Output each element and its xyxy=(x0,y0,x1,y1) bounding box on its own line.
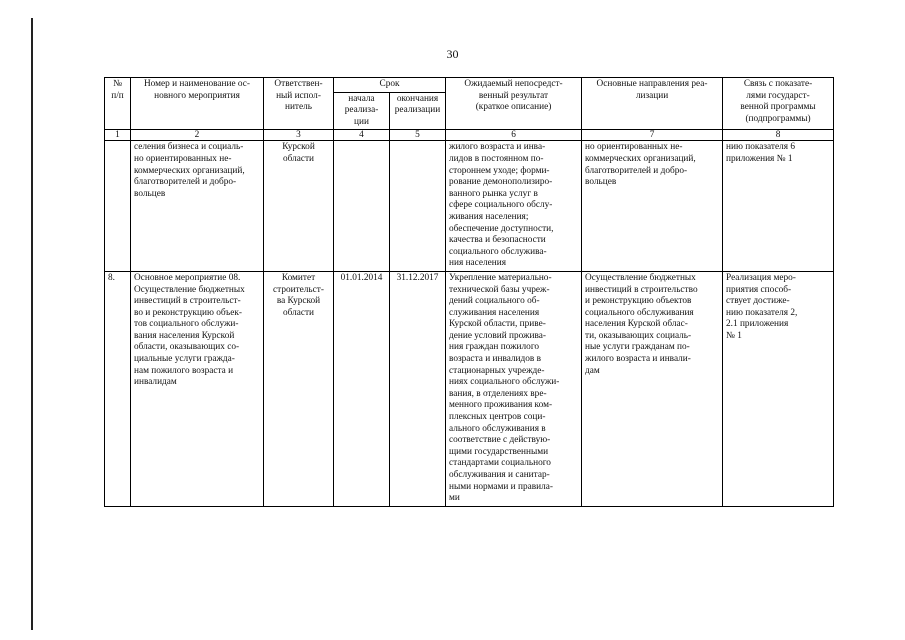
header-result: Ожидаемый непосредст- венный результат (краткое описание) xyxy=(446,78,582,130)
row-responsible: Курской области xyxy=(264,141,334,272)
header-num: № п/п xyxy=(105,78,131,130)
row-link: Реализация меро- приятия способ- ствует достиже- нию показателя 2, 2.1 приложения № 1 xyxy=(723,271,834,506)
row-start xyxy=(334,141,390,272)
header-directions: Основные направления реа- лизации xyxy=(582,78,723,130)
header-responsible: Ответствен- ный испол- нитель xyxy=(264,78,334,130)
header-term: Срок xyxy=(334,78,446,93)
header-row-1 xyxy=(105,78,834,93)
header-start: начала реализа- ции xyxy=(334,92,390,130)
column-number: 1 xyxy=(105,130,131,141)
row-responsible: Комитет строительст- ва Курской области xyxy=(264,271,334,506)
row-start: 01.01.2014 xyxy=(334,271,390,506)
row-result: жилого возраста и инва- лидов в постоянном по- стороннем уходе; форми- рование демонополизиро- ванного рынка услуг в сфере социального обслу- живания населения; обеспечение доступности, качества и безопасности социального обслужива- ния населения xyxy=(446,141,582,272)
table-row xyxy=(105,141,834,272)
row-name: Основное мероприятие 08. Осуществление бюджетных инвестиций в строительст- во и реконструкцию объек- тов социального обслужи- вания населения Курской области, оказывающих со- циальные услуги гражда- нам пожилого возраста и инвалидам xyxy=(131,271,264,506)
column-number: 8 xyxy=(723,130,834,141)
column-number: 4 xyxy=(334,130,390,141)
row-directions: но ориентированных не- коммерческих организаций, благотворителей и добро- вольцев xyxy=(582,141,723,272)
row-directions: Осуществление бюджетных инвестиций в строительство и реконструкцию объектов социального обслуживания населения Курской облас- ти, оказывающих социаль- ные услуги гражданам по- жилого возраста и инвали- дам xyxy=(582,271,723,506)
column-number: 2 xyxy=(131,130,264,141)
column-number: 6 xyxy=(446,130,582,141)
binding-margin-line xyxy=(31,18,33,630)
column-number-row xyxy=(105,130,834,141)
measures-table xyxy=(104,77,834,507)
header-link: Связь с показате- лями государст- венной программы (подпрограммы) xyxy=(723,78,834,130)
column-number: 7 xyxy=(582,130,723,141)
row-name: селения бизнеса и социаль- но ориентированных не- коммерческих организаций, благотворителей и добро- вольцев xyxy=(131,141,264,272)
table-row xyxy=(105,271,834,506)
header-name: Номер и наименование ос- новного мероприятия xyxy=(131,78,264,130)
column-number: 3 xyxy=(264,130,334,141)
row-result: Укрепление материально- технической базы учреж- дений социального об- служивания населения Курской области, приве- дение условий прожива- ния граждан пожилого возраста и инвалидов в стационарных учрежде- ниях социального обслужи- вания, в отделениях вре- менного проживания ком- плексных центров соци- ального обслуживания в соответствие с действую- щими государственными стандартами социального обслуживания и санитар- ными нормами и правила- ми xyxy=(446,271,582,506)
row-num xyxy=(105,141,131,272)
row-link: нию показателя 6 приложения № 1 xyxy=(723,141,834,272)
page-number: 30 xyxy=(446,47,459,61)
row-end xyxy=(390,141,446,272)
column-number: 5 xyxy=(390,130,446,141)
header-end: окончания реализации xyxy=(390,92,446,130)
row-end: 31.12.2017 xyxy=(390,271,446,506)
row-num: 8. xyxy=(105,271,131,506)
